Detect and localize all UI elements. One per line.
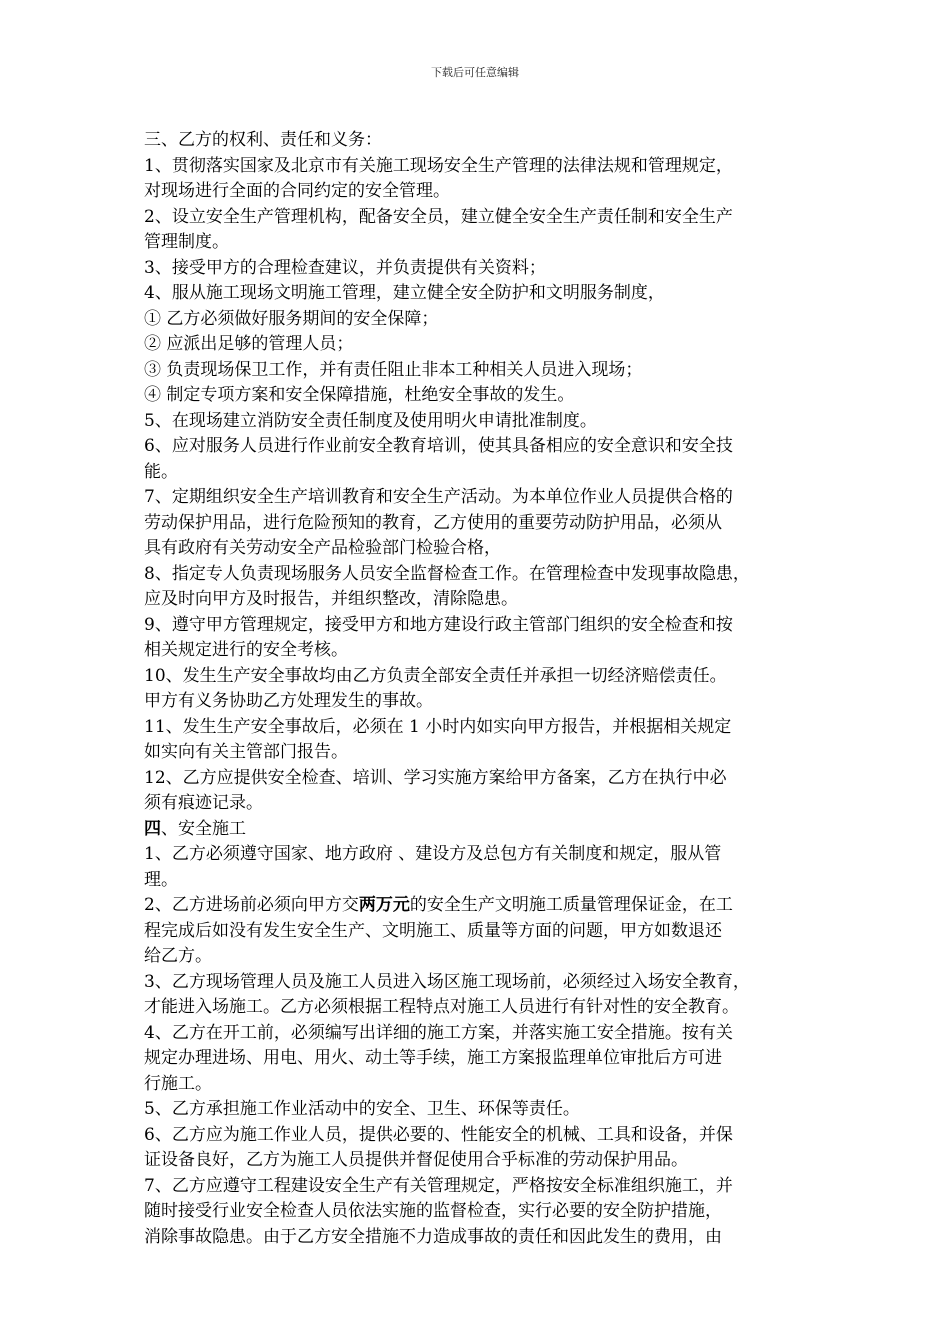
text-line: 给乙方。 xyxy=(144,946,212,966)
section-heading-4 xyxy=(144,817,816,843)
text-line: 消除事故隐患。由于乙方安全措施不力造成事故的责任和因此发生的费用，由 xyxy=(144,1226,722,1247)
text-line: ② 应派出足够的管理人员； xyxy=(144,334,354,354)
text-line: 2、设立安全生产管理机构，配备安全员，建立健全安全生产责任制和安全生产 xyxy=(144,206,733,227)
text-line: 1、乙方必须遵守国家、地方政府 、建设方及总包方有关制度和规定，服从管 xyxy=(144,844,722,864)
text-line: 4、乙方在开工前，必须编写出详细的施工方案，并落实施工安全措施。按有关 xyxy=(144,1022,733,1043)
text-line: 程完成后如没有发生安全生产、文明施工、质量等方面的问题，甲方如数退还 xyxy=(144,920,722,941)
text-line: 5、在现场建立消防安全责任制度及使用明火申请批准制度。 xyxy=(144,410,597,431)
text-line: 6、乙方应为施工作业人员，提供必要的、性能安全的机械、工具和设备，并保 xyxy=(144,1124,733,1145)
section-heading-4-title: 、安全施工 xyxy=(161,818,246,839)
text-line: 7、定期组织安全生产培训教育和安全生产活动。为本单位作业人员提供合格的 xyxy=(144,487,733,507)
text-line: 证设备良好，乙方为施工人员提供并督促使用合乎标准的劳动保护用品。 xyxy=(144,1150,688,1170)
text-line: 1、贯彻落实国家及北京市有关施工现场安全生产管理的法律法规和管理规定， xyxy=(144,155,733,176)
section-heading-4-number: 四 xyxy=(144,818,161,839)
text-line: 7、乙方应遵守工程建设安全生产有关管理规定，严格按安全标准组织施工，并 xyxy=(144,1175,733,1196)
text-line: 管理制度。 xyxy=(144,232,229,252)
text-line: 能。 xyxy=(144,461,178,482)
text-line: 劳动保护用品，进行危险预知的教育，乙方使用的重要劳动防护用品，必须从 xyxy=(144,512,722,533)
text-line: 11、发生生产安全事故后，必须在 1 小时内如实向甲方报告，并根据相关规定 xyxy=(144,716,732,737)
text-line: 4、服从施工现场文明施工管理，建立健全安全防护和文明服务制度， xyxy=(144,283,665,303)
text-line: ③ 负责现场保卫工作，并有责任阻止非本工种相关人员进入现场； xyxy=(144,359,643,380)
text-line: 才能进入场施工。乙方必须根据工程特点对施工人员进行有针对性的安全教育。 xyxy=(144,997,739,1017)
text-line: 8、指定专人负责现场服务人员安全监督检查工作。在管理检查中发现事故隐患， xyxy=(144,563,750,584)
text-line: ④ 制定专项方案和安全保障措施，杜绝安全事故的发生。 xyxy=(144,385,575,405)
text-line: 10、发生生产安全事故均由乙方负责全部安全责任并承担一切经济赔偿责任。 xyxy=(144,665,727,686)
text-line: 9、遵守甲方管理规定，接受甲方和地方建设行政主管部门组织的安全检查和按 xyxy=(144,614,733,635)
text-line: 5、乙方承担施工作业活动中的安全、卫生、环保等责任。 xyxy=(144,1099,580,1119)
text-line: 甲方有义务协助乙方处理发生的事故。 xyxy=(144,691,433,711)
text-line: 3、接受甲方的合理检查建议，并负责提供有关资料； xyxy=(144,257,546,278)
text-line: 6、应对服务人员进行作业前安全教育培训，使其具备相应的安全意识和安全技 xyxy=(144,436,733,456)
text-segment: 的安全生产文明施工质量管理保证金，在工 xyxy=(409,895,733,915)
page-header: 下载后可任意编辑 xyxy=(431,66,519,79)
text-line: 须有痕迹记录。 xyxy=(144,793,263,813)
text-segment: 2、乙方进场前必须向甲方交 xyxy=(144,895,359,915)
text-line: 12、乙方应提供安全检查、培训、学习实施方案给甲方备案，乙方在执行中必 xyxy=(144,767,727,788)
text-line xyxy=(144,893,816,919)
text-line: 3、乙方现场管理人员及施工人员进入场区施工现场前，必须经过入场安全教育， xyxy=(144,971,750,992)
text-line: 随时接受行业安全检查人员依法实施的监督检查，实行必要的安全防护措施， xyxy=(144,1201,722,1221)
text-line: 行施工。 xyxy=(144,1073,212,1094)
section-heading-3: 三、乙方的权利、责任和义务： xyxy=(144,130,382,150)
text-line: 对现场进行全面的合同约定的安全管理。 xyxy=(144,181,450,201)
text-line: 规定办理进场、用电、用火、动土等手续，施工方案报监理单位审批后方可进 xyxy=(144,1048,722,1068)
text-line: 具有政府有关劳动安全产品检验部门检验合格， xyxy=(144,538,501,558)
document-body xyxy=(144,128,816,1250)
text-line: 如实向有关主管部门报告。 xyxy=(144,742,348,762)
text-line: ① 乙方必须做好服务期间的安全保障； xyxy=(144,308,439,329)
text-line: 相关规定进行的安全考核。 xyxy=(144,640,348,660)
text-line: 应及时向甲方及时报告，并组织整改，清除隐患。 xyxy=(144,589,518,609)
deposit-amount: 两万元 xyxy=(358,895,410,915)
text-line: 理。 xyxy=(144,869,178,890)
